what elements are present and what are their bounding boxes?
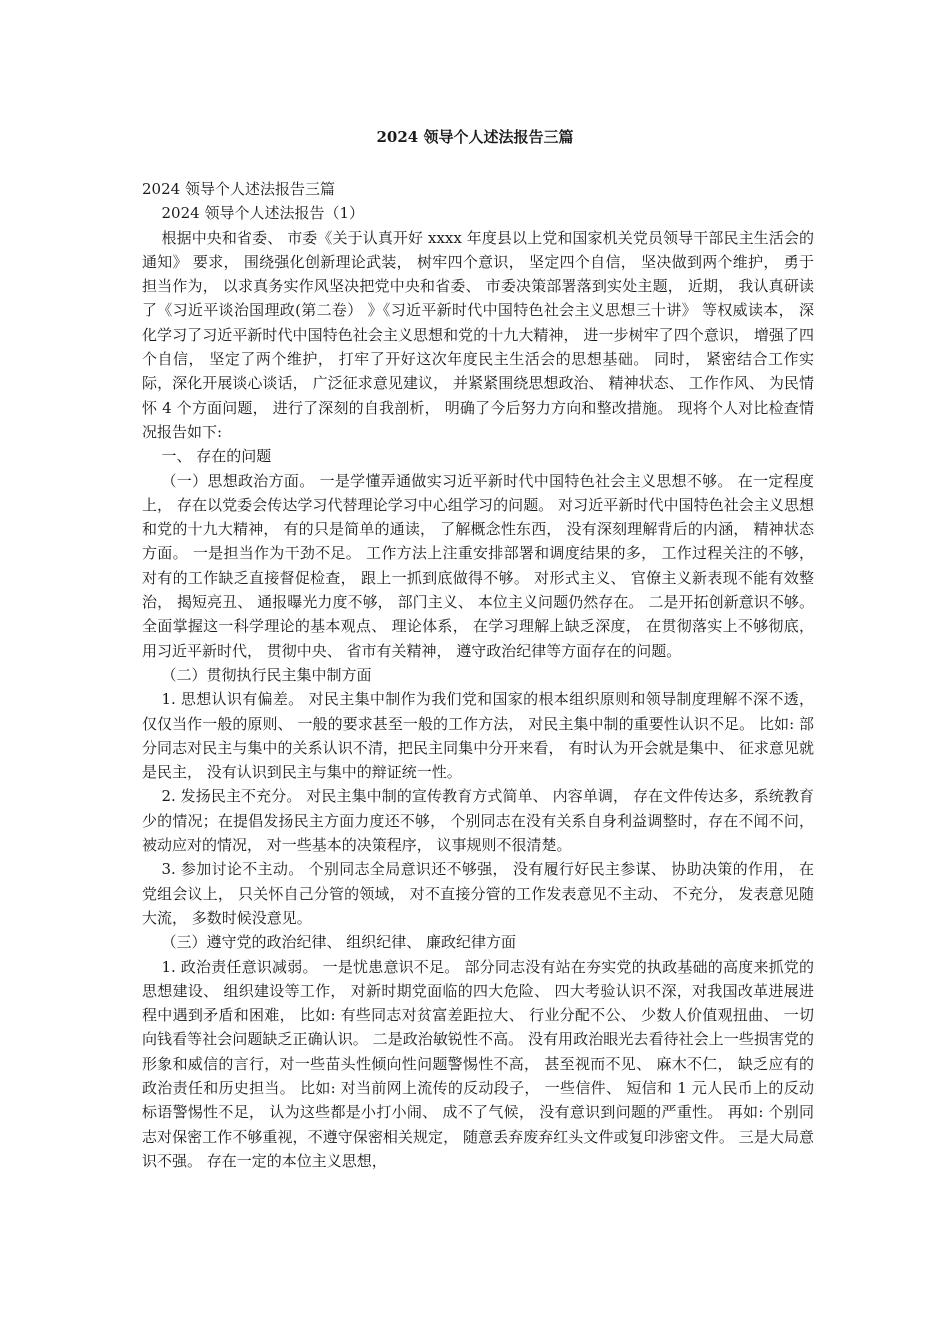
heading-party-discipline: （三）遵守党的政治纪律、 组织纪律、 廉政纪律方面 xyxy=(161,933,517,952)
paragraph-political-responsibility: 1. 政治责任意识减弱。 一是忧患意识不足。 部分同志没有站在夯实党的执政基础的高度来抓党的思想建设、 组织建设等工作， 对新时期党面临的四大危险、 四大考验认识不深，对我国改革进展进程中遇到矛盾和困难， 比如: 有些同志对贫富差距拉大、 行业分配不公、 少数人价值观扭曲、 一切向钱看等社会问题缺乏正确认识。 二是政治敏锐性不高。 没有用政治眼光去看待社会上一些损害党的形象和威信的言行，对一些苗头性倾向性问题警惕性不高， 甚至视而不见、 麻木不仁， 缺乏应有的政治责任和历史担当。 比如: 对当前网上流传的反动段子， 一些信件、 短信和 1 元人民币上的反动标语警惕性不足， 认为这些都是小打小闹、 成不了气候， 没有意识到问题的严重性。 再如: 个别同志对保密工作不够重视，不遵守保密相关规定， 随意丢弃废弃红头文件或复印涉密文件。 三是大局意识不强。 存在一定的本位主义思想， xyxy=(142,957,814,1170)
heading-existing-problems: 一、 存在的问题 xyxy=(161,447,272,466)
heading-democratic-centralism: （二）贯彻执行民主集中制方面 xyxy=(161,665,372,684)
paragraph-intro: 根据中央和省委、 市委《关于认真开好 xxxx 年度县以上党和国家机关党员领导干部民主生活会的通知》 要求， 围绕强化创新理论武装， 树牢四个意识， 坚定四个自信， 坚决做到两个维护， 勇于担当作为， 以求真务实作风坚决把党中央和省委、 市委决策部署落到实处主题， 近期， 我认真研读了《习近平谈治国理政(第二卷） 》《习近平新时代中国特色社会主义思想三十讲》 等权威读本， 深化学习了习近平新时代中国特色社会主义思想和党的十九大精神， 进一步树牢了四个意识， 增强了四个自信， 坚定了两个维护， 打牢了开好这次年度民主生活会的思想基础。 同时， 紧密结合工作实际，深化开展谈心谈话， 广泛征求意见建议， 并紧紧围绕思想政治、 精神状态、 工作作风、 为民情怀 4 个方面问题， 进行了深刻的自我剖析， 明确了今后努力方向和整改措施。 现将个人对比检查情况报告如下: xyxy=(142,228,814,441)
document-title: 2024 领导个人述法报告三篇 xyxy=(376,128,574,146)
document-body xyxy=(142,177,814,1173)
section-title: 2024 领导个人述法报告（1） xyxy=(161,204,364,223)
paragraph-understanding-deviation: 1. 思想认识有偏差。 对民主集中制作为我们党和国家的根本组织原则和领导制度理解不深不透， 仅仅当作一般的原则、 一般的要求甚至一般的工作方法， 对民主集中制的重要性认识不足。 比如: 部分同志对民主与集中的关系认识不清，把民主同集中分开来看， 有时认为开会就是集中、 征求意见就是民主， 没有认识到民主与集中的辩证统一性。 xyxy=(142,690,814,782)
document-subtitle: 2024 领导个人述法报告三篇 xyxy=(142,180,335,198)
paragraph-ideological-political: （一）思想政治方面。 一是学懂弄通做实习近平新时代中国特色社会主义思想不够。 在一定程度上， 存在以党委会传达学习代替理论学习中心组学习的问题。 对习近平新时代中国特色社会主义思想和党的十九大精神， 有的只是简单的通读， 了解概念性东西， 没有深刻理解背后的内涵， 精神状态方面。 一是担当作为干劲不足。 工作方法上注重安排部署和调度结果的多， 工作过程关注的不够， 对有的工作缺乏直接督促检查， 跟上一抓到底做得不够。 对形式主义、 官僚主义新表现不能有效整治， 揭短亮丑、 通报曝光力度不够， 部门主义、 本位主义问题仍然存在。 二是开拓创新意识不够。 全面掌握这一科学理论的基本观点、 理论体系， 在学习理解上缺乏深度， 在贯彻落实上不够彻底， 用习近平新时代， 贯彻中央、 省市有关精神， 遵守政治纪律等方面存在的问题。 xyxy=(142,471,814,660)
paragraph-insufficient-democracy: 2. 发扬民主不充分。 对民主集中制的宣传教育方式简单、 内容单调， 存在文件传达多，系统教育少的情况；在提倡发扬民主方面力度还不够， 个别同志在没有关系自身利益调整时，存在不闻不问， 被动应对的情况， 对一些基本的决策程序， 议事规则不很清楚。 xyxy=(142,787,814,855)
paragraph-passive-discussion: 3. 参加讨论不主动。 个别同志全局意识还不够强， 没有履行好民主参谋、 协助决策的作用， 在党组会议上， 只关怀自己分管的领域， 对不直接分管的工作发表意见不主动、 不充分， 发表意见随大流， 多数时候没意见。 xyxy=(142,860,814,927)
